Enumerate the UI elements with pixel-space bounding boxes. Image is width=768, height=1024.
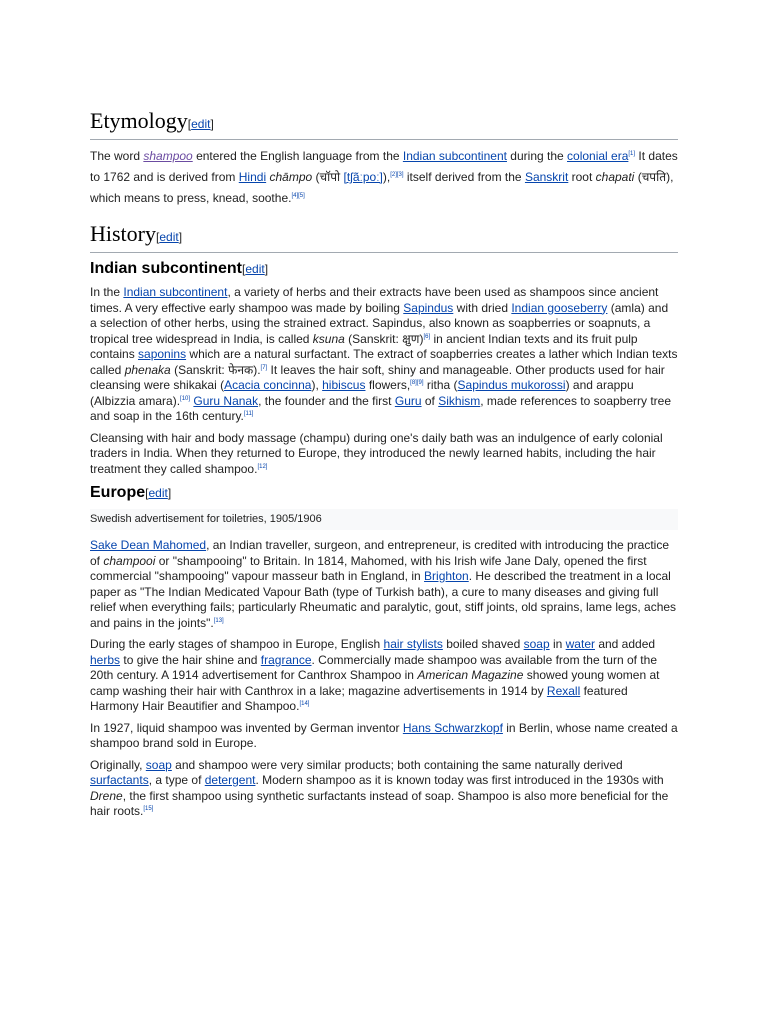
indian-paragraph-2: Cleansing with hair and body massage (champu) during one's daily bath was an indulgence of early colonial traders in India. When they returned to Europe, they introduced the newly learned habits, including the hair treatment they called shampoo.[12] (90, 430, 663, 476)
link-soap[interactable]: soap (145, 757, 172, 772)
ref-10[interactable]: [10] (180, 395, 191, 402)
link-surfactants[interactable]: surfactants (90, 773, 149, 787)
article-content (90, 108, 678, 826)
europe-paragraph-1: Sake Dean Mahomed, an Indian traveller, surgeon, and entrepreneur, is credited with introducing the practice of champooi or "shampooing" to Britain. In 1814, Mahomed, with his Irish wife Jane Daly, opened the first commercial "shampooing" vapour masseur bath in England, in Brighton. He described the treatment in a local paper as "The Indian Medicated Vapour Bath (type of Turkish bath), a cure to many diseases and giving full relief when everything fails; particularly Rheumatic and paralytic, gout, stiff joints, old sprains, lame legs, aches and pains in the joints".[13] (90, 538, 677, 630)
link-guru[interactable]: Guru (394, 393, 422, 408)
ref-11[interactable]: [11] (243, 411, 254, 417)
edit-link-wrapper: [edit] (242, 262, 269, 276)
link-acacia-concinna[interactable]: Acacia concinna (224, 378, 312, 392)
link-sapindus[interactable]: Sapindus (403, 300, 454, 315)
edit-link-wrapper: [edit] (156, 230, 183, 244)
link-indian-subcontinent[interactable]: Indian subcontinent (123, 285, 228, 299)
etymology-paragraph: The word shampoo entered the English language from the Indian subcontinent during the colonial era[1] It dates to 1762 and is derived from Hindi chāmpo (चॉपो [tʃãːpoː]),[2][3] itself derived from the Sanskrit root chapati (चपति), which means to press, knead, soothe.[4][5] (90, 149, 678, 205)
edit-link-indian-subcontinent[interactable]: edit (245, 262, 265, 276)
link-sapindus-mukorossi[interactable]: Sapindus mukorossi (457, 378, 566, 392)
link-water[interactable]: water (565, 637, 595, 651)
link-hindi[interactable]: Hindi (238, 170, 267, 184)
link-brighton[interactable]: Brighton (424, 569, 469, 583)
europe-heading: Europe[edit] (90, 484, 172, 501)
europe-paragraph-4: Originally, soap and shampoo were very similar products; both containing the same naturally derived surfactants, a type of detergent. Modern shampoo as it is known today was first introduced in the 1930s with Drene, the first shampoo using synthetic surfactants instead of soap. Shampoo is also more beneficial for the hair roots.[15] (90, 757, 669, 818)
ref-1[interactable]: [1] (628, 151, 636, 157)
image-caption: Swedish advertisement for toiletries, 1905/1906 (90, 509, 678, 530)
link-shampoo[interactable]: shampoo (143, 149, 193, 163)
link-ipa[interactable]: [tʃãːpoː] (343, 170, 383, 184)
ref-15[interactable]: [15] (143, 806, 154, 812)
ref-4-5[interactable]: [4][5] (291, 193, 305, 199)
edit-link-history[interactable]: edit (159, 230, 179, 244)
ref-12[interactable]: [12] (257, 463, 268, 470)
ref-7[interactable]: [7] (260, 364, 268, 371)
link-sanskrit[interactable]: Sanskrit (524, 170, 569, 184)
ref-14[interactable]: [14] (299, 701, 310, 707)
link-fragrance[interactable]: fragrance (260, 652, 312, 667)
history-title: History (90, 221, 156, 246)
ref-2-3[interactable]: [2][3] (390, 172, 404, 178)
link-soap[interactable]: soap (523, 637, 550, 651)
link-indian-subcontinent[interactable]: Indian subcontinent (402, 149, 507, 163)
link-sikhism[interactable]: Sikhism (438, 393, 481, 408)
history-heading (90, 221, 678, 253)
etymology-section (90, 108, 678, 209)
europe-paragraph-3: In 1927, liquid shampoo was invented by German inventor Hans Schwarzkopf in Berlin, whose name created a shampoo brand sold in Europe. (90, 720, 678, 750)
link-hans-schwarzkopf[interactable]: Hans Schwarzkopf (402, 720, 503, 735)
edit-link-wrapper: [edit] (145, 486, 172, 500)
link-herbs[interactable]: herbs (90, 652, 121, 667)
ref-8-9[interactable]: [8][9] (410, 380, 424, 386)
ref-13[interactable]: [13] (213, 617, 224, 624)
link-colonial-era[interactable]: colonial era (567, 149, 629, 163)
link-hair-stylists[interactable]: hair stylists (383, 637, 443, 651)
link-sake-dean-mahomed[interactable]: Sake Dean Mahomed (90, 538, 207, 552)
indian-subcontinent-heading: Indian subcontinent[edit] (90, 260, 269, 277)
edit-link-wrapper: [edit] (187, 117, 214, 131)
link-detergent[interactable]: detergent (204, 773, 256, 787)
link-hibiscus[interactable]: hibiscus (322, 378, 366, 392)
indian-paragraph-1: In the Indian subcontinent, a variety of herbs and their extracts have been used as shampoos since ancient times. A very effective early shampoo was made by boiling Sapindus with dried Indian gooseberry (amla) and a selection of other herbs, using the strained extract. Sapindus, also known as soapberries or soapnuts, a tropical tree widespread in India, is called ksuna (Sanskrit: क्षुण)[6] in ancient Indian texts and its fruit pulp contains saponins which are a natural surfactant. The extract of soapberries creates a lather which Indian texts called phenaka (Sanskrit: फेनक).[7] It leaves the hair soft, shiny and manageable. Other products used for hair cleansing were shikakai (Acacia concinna), hibiscus flowers,[8][9] ritha (Sapindus mukorossi) and arappu (Albizzia amara).[10] Guru Nanak, the founder and the first Guru of Sikhism, made references to soapberry tree and soap in the 16th century.[11] (90, 285, 678, 423)
history-section (90, 221, 678, 820)
ref-6[interactable]: [6] (423, 333, 431, 340)
europe-paragraph-2: During the early stages of shampoo in Europe, English hair stylists boiled shaved soap in water and added herbs to give the hair shine and fragrance. Commercially made shampoo was available from the turn of the 20th century. A 1914 advertisement for Canthrox Shampoo in American Magazine showed young women at camp washing their hair with Canthrox in a lake; magazine advertisements in 1914 by Rexall featured Harmony Hair Beautifier and Shampoo.[14] (90, 637, 660, 713)
edit-link-etymology[interactable]: edit (191, 117, 211, 131)
link-saponins[interactable]: saponins (138, 347, 187, 361)
link-rexall[interactable]: Rexall (546, 683, 581, 698)
link-guru-nanak[interactable]: Guru Nanak (193, 393, 259, 408)
etymology-title: Etymology (90, 108, 188, 133)
edit-link-europe[interactable]: edit (148, 486, 168, 500)
etymology-heading (90, 108, 678, 140)
link-indian-gooseberry[interactable]: Indian gooseberry (511, 300, 608, 315)
